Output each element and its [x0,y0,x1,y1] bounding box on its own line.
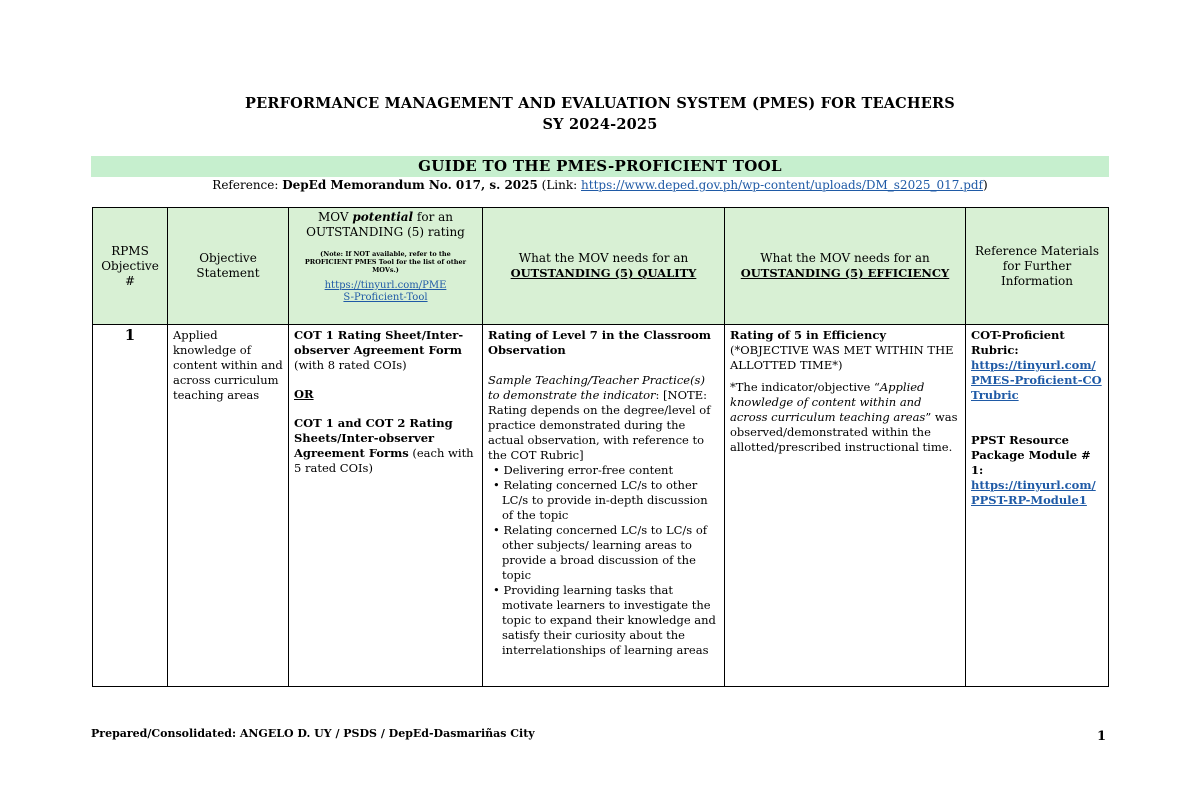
reference-line [0,177,1200,193]
quality-intro-note: : [NOTE: Rating depends on the degree/level of practice demonstrated during the actual observation, with reference to the COT Rubric] [488,388,711,462]
mov-cell [289,325,483,687]
prepared-by: Prepared/Consolidated: ANGELO D. UY / PSDS / DepEd-Dasmariñas City [91,727,535,740]
efficiency-note: (*OBJECTIVE WAS MET WITHIN THE ALLOTTED TIME*) [730,343,954,372]
header-reference-materials: Reference Materials for Further Information [966,208,1109,325]
header-efficiency [725,208,966,325]
document-title: PERFORMANCE MANAGEMENT AND EVALUATION SYSTEM (PMES) FOR TEACHERS [245,95,955,112]
school-year: SY 2024-2025 [542,116,658,133]
efficiency-title: Rating of 5 in Efficiency [730,328,887,342]
list-item: • Relating concerned LC/s to LC/s of other subjects/ learning areas to provide a broad discussion of the topic [488,523,719,583]
mov-option-a: COT 1 Rating Sheet/Inter-observer Agreement Form [294,328,464,357]
reference-link-suffix: ) [983,178,988,192]
reference-link[interactable]: https://www.deped.gov.ph/wp-content/uploads/DM_s2025_017.pdf [581,178,983,192]
practice-list [488,463,719,658]
ppst-reference-link[interactable]: https://tinyurl.com/PPST-RP-Module1 [971,478,1096,507]
reference-link-prefix: (Link: [537,178,582,192]
proficient-tool-link[interactable]: https://tinyurl.com/PMES-Proficient-Tool [324,280,447,303]
page-number: 1 [1096,729,1106,744]
table-header-row [93,208,1109,325]
quality-header-line1: What the MOV needs for an [518,251,689,265]
pmes-guide-table [92,207,1109,687]
list-item: • Providing learning tasks that motivate learners to investigate the topic to expand their knowledge and satisfy their curiosity about the interrelationships of learning areas [488,583,719,658]
header-mov-potential [289,208,483,325]
objective-number: 1 [93,325,168,687]
guide-title-bar: GUIDE TO THE PMES-PROFICIENT TOOL [91,156,1109,177]
mov-header-note: (Note: If NOT available, refer to the PROFICIENT PMES Tool for the list of other MOVs.) [304,250,467,274]
table-row [93,325,1109,687]
quality-intro-italic: Sample Teaching/Teacher Practice(s) to demonstrate the indicator [488,373,705,402]
ppst-reference-title: PPST Resource Package Module # 1: [971,433,1091,477]
mov-option-b-detail: (each with 5 rated COIs) [294,446,474,475]
header-objective-statement: Objective Statement [168,208,289,325]
header-rpms-objective: RPMS Objective # [93,208,168,325]
list-item: • Delivering error-free content [488,463,719,478]
header-quality [483,208,725,325]
mov-or: OR [294,387,314,401]
quality-title: Rating of Level 7 in the Classroom Observation [488,328,711,357]
quality-cell [483,325,725,687]
mov-header-pre: MOV [317,210,353,224]
objective-statement: Applied knowledge of content within and across curriculum teaching areas [168,325,289,687]
efficiency-header-line1: What the MOV needs for an [760,251,930,265]
mov-option-a-detail: (with 8 rated COIs) [294,358,407,372]
efficiency-text-post: ” was observed/demonstrated within the allotted/prescribed instructional time. [730,410,958,454]
list-item: • Relating concerned LC/s to other LC/s to provide in-depth discussion of the topic [488,478,719,523]
quality-header-line2: OUTSTANDING (5) QUALITY [510,266,697,280]
rubric-reference-link[interactable]: https://tinyurl.com/PMES-Proficient-COTrubric [971,358,1102,402]
efficiency-text-pre: *The indicator/objective “ [730,380,880,394]
efficiency-header-line2: OUTSTANDING (5) EFFICIENCY [740,266,950,280]
mov-header-emphasis: potential [352,210,414,224]
reference-label: Reference: [212,178,283,192]
reference-document: DepEd Memorandum No. 017, s. 2025 [282,178,538,192]
reference-cell [966,325,1109,687]
mov-header-post: for an OUTSTANDING (5) rating [306,210,465,239]
efficiency-cell [725,325,966,687]
rubric-reference-title: COT-Proficient Rubric: [971,328,1065,357]
mov-option-b: COT 1 and COT 2 Rating Sheets/Inter-observer Agreement Forms [294,416,453,460]
efficiency-text-italic: Applied knowledge of content within and across curriculum teaching areas [730,380,926,424]
